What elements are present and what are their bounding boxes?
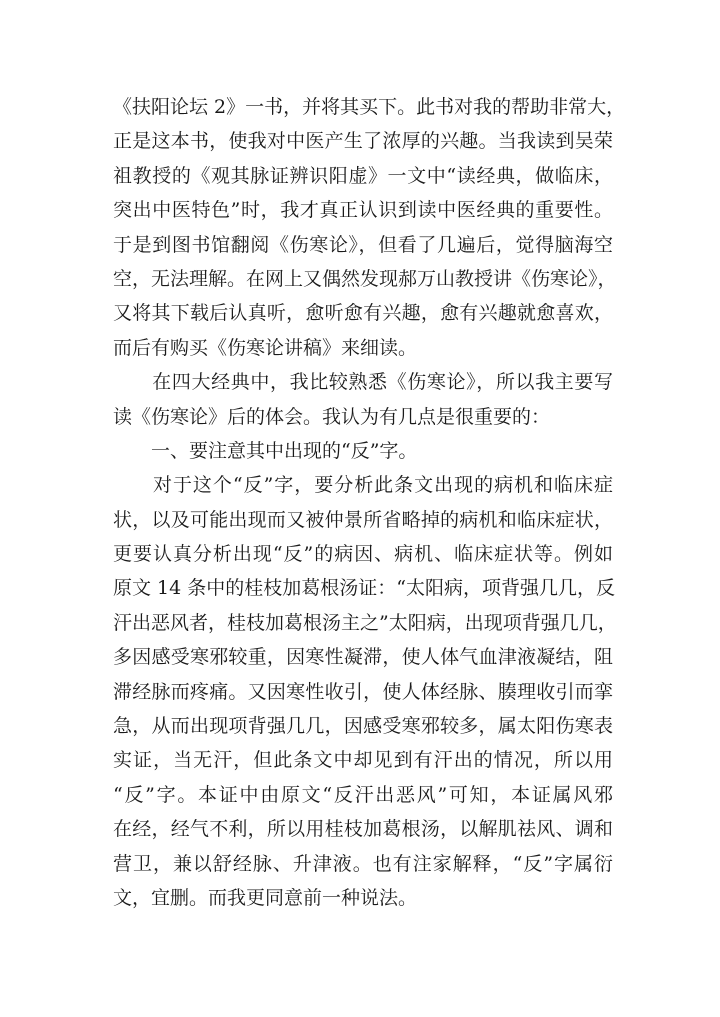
text-line: 在四大经典中，我比较熟悉《伤寒论》，所以我主要写: [113, 371, 613, 394]
text-line: 更要认真分析出现“反”的病因、病机、临床症状等。例如: [113, 543, 613, 566]
text-line: 祖教授的《观其脉证辨识阳虚》一文中“读经典，做临床，: [113, 164, 613, 187]
text-line: 空，无法理解。在网上又偶然发现郝万山教授讲《伤寒论》，: [113, 267, 617, 290]
text-line: 对于这个“反”字，要分析此条文出现的病机和临床症: [113, 474, 613, 497]
text-line: 滞经脉而疼痛。又因寒性收引，使人体经脉、腠理收引而挛: [113, 680, 613, 703]
text-line: 营卫，兼以舒经脉、升津液。也有注家解释，“反”字属衍: [113, 852, 613, 875]
text-line: 正是这本书，使我对中医产生了浓厚的兴趣。当我读到吴荣: [113, 130, 613, 153]
text-line: 读《伤寒论》后的体会。我认为有几点是很重要的：: [113, 405, 551, 428]
text-line: 实证，当无汗，但此条文中却见到有汗出的情况，所以用: [113, 749, 613, 772]
text-line: 于是到图书馆翻阅《伤寒论》，但看了几遍后，觉得脑海空: [113, 233, 613, 256]
text-line: 多因感受寒邪较重，因寒性凝滞，使人体气血津液凝结，阻: [113, 646, 613, 669]
text-line: 又将其下载后认真听，愈听愈有兴趣，愈有兴趣就愈喜欢，: [113, 302, 613, 325]
text-line: 在经，经气不利，所以用桂枝加葛根汤，以解肌祛风、调和: [113, 818, 613, 841]
text-line: 急，从而出现项背强几几，因感受寒邪较多，属太阳伤寒表: [113, 715, 613, 738]
text-line: 一、要注意其中出现的“反”字。: [113, 439, 418, 462]
text-line: 《扶阳论坛 2》一书，并将其买下。此书对我的帮助非常大，: [113, 96, 626, 118]
text-line: 原文 14 条中的桂枝加葛根汤证：“太阳病，项背强几几，反: [113, 577, 615, 600]
text-line: “反”字。本证中由原文“反汗出恶风”可知，本证属风邪: [113, 783, 613, 806]
text-line: 状，以及可能出现而又被仲景所省略掉的病机和临床症状，: [113, 508, 613, 531]
body-text: [113, 90, 626, 915]
text-line: 汗出恶风者，桂枝加葛根汤主之”太阳病，出现项背强几几，: [113, 611, 617, 634]
text-line: 而后有购买《伤寒论讲稿》来细读。: [113, 336, 418, 359]
text-line: 突出中医特色”时，我才真正认识到读中医经典的重要性。: [113, 199, 613, 222]
text-line: 文，宜删。而我更同意前一种说法。: [113, 886, 418, 909]
